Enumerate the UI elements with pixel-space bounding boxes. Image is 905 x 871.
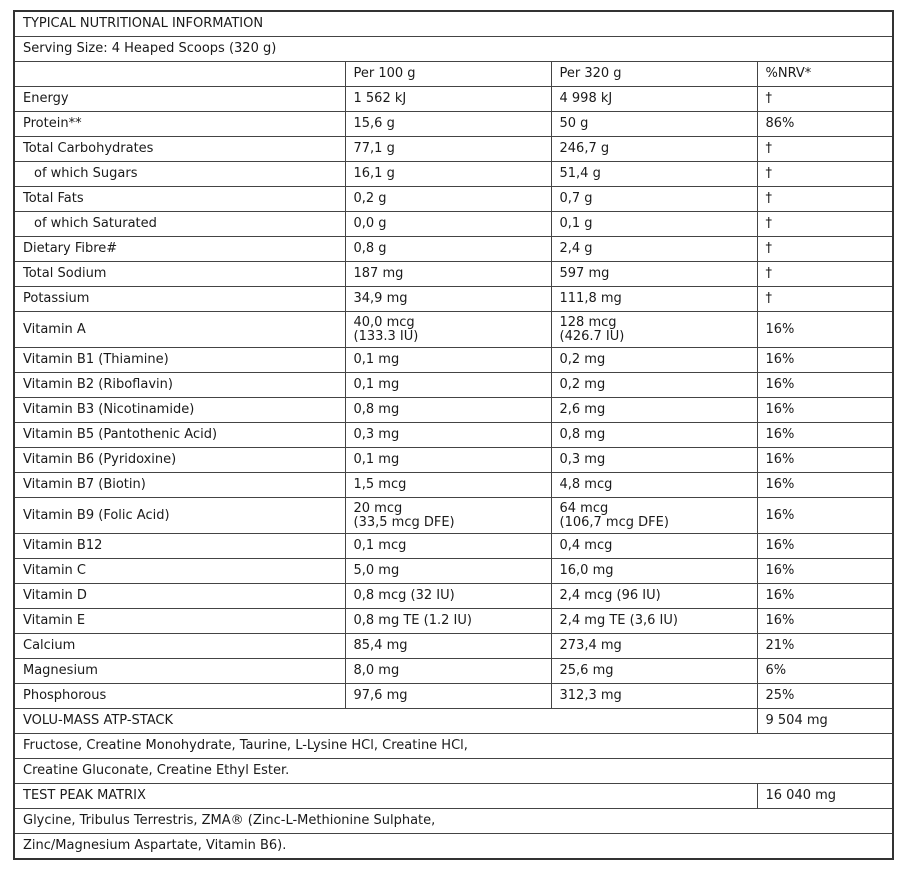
table-row [14, 137, 893, 162]
value-nrv: 86% [757, 112, 893, 137]
nutrient-name: Vitamin B1 (Thiamine) [14, 348, 345, 373]
value-per-320g: 0,7 g [551, 187, 757, 212]
value-nrv: 16% [757, 584, 893, 609]
nutrient-name: Dietary Fibre# [14, 237, 345, 262]
table-row [14, 373, 893, 398]
value-per-100g: 1,5 mcg [345, 473, 551, 498]
value-per-100g: 0,3 mg [345, 423, 551, 448]
value-per-100g: 0,1 mg [345, 373, 551, 398]
value-per-320g [551, 312, 757, 348]
blend-ingredients: Fructose, Creatine Monohydrate, Taurine, L-Lysine HCl, Creatine HCl, [14, 734, 893, 759]
value-per-320g: 597 mg [551, 262, 757, 287]
nutrient-name: of which Sugars [14, 162, 345, 187]
value-nrv: 16% [757, 312, 893, 348]
nutrient-name: Vitamin C [14, 559, 345, 584]
nutrition-table [13, 10, 894, 860]
value-per-100g-sub: (33,5 mcg DFE) [353, 514, 455, 530]
value-per-100g: 77,1 g [345, 137, 551, 162]
nutrient-name: Total Carbohydrates [14, 137, 345, 162]
value-per-100g: 0,8 g [345, 237, 551, 262]
table-row [14, 262, 893, 287]
header-nutrient [14, 62, 345, 87]
value-per-100g-main: 40,0 mcg [353, 314, 415, 330]
nutrient-name: Vitamin B2 (Riboflavin) [14, 373, 345, 398]
table-row [14, 162, 893, 187]
value-per-320g: 2,4 g [551, 237, 757, 262]
header-nrv: %NRV* [757, 62, 893, 87]
blend-header-row [14, 709, 893, 734]
blend-name: VOLU-MASS ATP-STACK [14, 709, 757, 734]
value-per-320g: 4,8 mcg [551, 473, 757, 498]
value-per-100g: 8,0 mg [345, 659, 551, 684]
nutrient-name: Vitamin B5 (Pantothenic Acid) [14, 423, 345, 448]
table-row [14, 423, 893, 448]
nutrient-name: Vitamin B6 (Pyridoxine) [14, 448, 345, 473]
value-nrv: 16% [757, 534, 893, 559]
value-per-320g: 2,4 mg TE (3,6 IU) [551, 609, 757, 634]
value-per-100g: 0,1 mg [345, 348, 551, 373]
value-per-320g: 2,4 mcg (96 IU) [551, 584, 757, 609]
nutrient-name: Vitamin A [14, 312, 345, 348]
value-per-320g: 16,0 mg [551, 559, 757, 584]
nutrient-name: Phosphorous [14, 684, 345, 709]
value-nrv: 16% [757, 398, 893, 423]
blend-name: TEST PEAK MATRIX [14, 784, 757, 809]
value-per-100g: 5,0 mg [345, 559, 551, 584]
value-per-100g: 97,6 mg [345, 684, 551, 709]
value-per-320g: 0,4 mcg [551, 534, 757, 559]
value-per-100g: 0,1 mcg [345, 534, 551, 559]
value-per-320g-main: 64 mcg [559, 500, 609, 516]
table-row [14, 684, 893, 709]
value-nrv: † [757, 212, 893, 237]
value-per-320g: 25,6 mg [551, 659, 757, 684]
nutrient-name: Magnesium [14, 659, 345, 684]
blend-ingredients-row [14, 834, 893, 860]
value-nrv: † [757, 87, 893, 112]
value-per-320g: 0,1 g [551, 212, 757, 237]
nutrient-name: Potassium [14, 287, 345, 312]
value-nrv: 16% [757, 373, 893, 398]
nutrient-name: Vitamin B7 (Biotin) [14, 473, 345, 498]
title-row [14, 11, 893, 37]
blend-ingredients: Glycine, Tribulus Terrestris, ZMA® (Zinc-L-Methionine Sulphate, [14, 809, 893, 834]
value-per-100g [345, 498, 551, 534]
table-row [14, 559, 893, 584]
header-per-320g: Per 320 g [551, 62, 757, 87]
value-per-320g: 273,4 mg [551, 634, 757, 659]
value-nrv: † [757, 187, 893, 212]
value-per-100g: 0,8 mcg (32 IU) [345, 584, 551, 609]
blend-ingredients-row [14, 759, 893, 784]
table-row [14, 398, 893, 423]
value-nrv: † [757, 137, 893, 162]
blend-ingredients: Zinc/Magnesium Aspartate, Vitamin B6). [14, 834, 893, 860]
blend-amount: 9 504 mg [757, 709, 893, 734]
value-per-320g: 51,4 g [551, 162, 757, 187]
value-nrv: 16% [757, 348, 893, 373]
value-nrv: 16% [757, 423, 893, 448]
value-per-320g: 2,6 mg [551, 398, 757, 423]
table-row [14, 348, 893, 373]
blend-ingredients-row [14, 734, 893, 759]
nutrition-panel [13, 10, 892, 860]
nutrient-name: Vitamin D [14, 584, 345, 609]
header-row [14, 62, 893, 87]
value-per-100g [345, 312, 551, 348]
nutrient-name: Vitamin B12 [14, 534, 345, 559]
nutrient-name: Total Sodium [14, 262, 345, 287]
value-per-100g: 0,1 mg [345, 448, 551, 473]
serving-row [14, 37, 893, 62]
value-per-100g: 0,8 mg TE (1.2 IU) [345, 609, 551, 634]
value-per-100g: 1 562 kJ [345, 87, 551, 112]
value-nrv: 16% [757, 448, 893, 473]
table-row [14, 112, 893, 137]
value-per-320g-main: 128 mcg [559, 314, 617, 330]
value-per-320g-sub: (426.7 IU) [559, 328, 625, 344]
value-nrv: 16% [757, 473, 893, 498]
nutrient-name: Protein** [14, 112, 345, 137]
header-per-100g: Per 100 g [345, 62, 551, 87]
nutrient-name: Total Fats [14, 187, 345, 212]
blend-ingredients-row [14, 809, 893, 834]
value-per-100g: 85,4 mg [345, 634, 551, 659]
nutrient-name: Energy [14, 87, 345, 112]
value-per-100g: 0,0 g [345, 212, 551, 237]
value-per-320g: 0,2 mg [551, 348, 757, 373]
value-nrv: 16% [757, 609, 893, 634]
table-row [14, 534, 893, 559]
nutrition-table-body [14, 11, 893, 859]
value-nrv: 6% [757, 659, 893, 684]
value-per-320g: 0,3 mg [551, 448, 757, 473]
table-row [14, 584, 893, 609]
table-row [14, 634, 893, 659]
table-row [14, 498, 893, 534]
table-row [14, 609, 893, 634]
value-nrv: 25% [757, 684, 893, 709]
value-nrv: 16% [757, 559, 893, 584]
table-row [14, 87, 893, 112]
value-nrv: † [757, 237, 893, 262]
value-per-100g: 16,1 g [345, 162, 551, 187]
nutrient-name: of which Saturated [14, 212, 345, 237]
nutrient-name: Vitamin B9 (Folic Acid) [14, 498, 345, 534]
value-per-320g: 312,3 mg [551, 684, 757, 709]
value-per-100g-sub: (133.3 IU) [353, 328, 419, 344]
value-per-320g: 50 g [551, 112, 757, 137]
value-per-320g [551, 498, 757, 534]
value-per-320g: 111,8 mg [551, 287, 757, 312]
nutrient-name: Vitamin B3 (Nicotinamide) [14, 398, 345, 423]
value-nrv: † [757, 162, 893, 187]
value-per-100g: 0,2 g [345, 187, 551, 212]
serving-size: Serving Size: 4 Heaped Scoops (320 g) [14, 37, 893, 62]
table-row [14, 312, 893, 348]
table-row [14, 448, 893, 473]
value-per-100g: 187 mg [345, 262, 551, 287]
value-per-100g: 0,8 mg [345, 398, 551, 423]
nutrient-name: Vitamin E [14, 609, 345, 634]
value-per-100g: 15,6 g [345, 112, 551, 137]
table-row [14, 473, 893, 498]
value-per-320g: 246,7 g [551, 137, 757, 162]
value-per-320g-sub: (106,7 mcg DFE) [559, 514, 669, 530]
value-per-100g: 34,9 mg [345, 287, 551, 312]
blend-amount: 16 040 mg [757, 784, 893, 809]
table-row [14, 237, 893, 262]
blend-header-row [14, 784, 893, 809]
table-row [14, 212, 893, 237]
value-nrv: † [757, 287, 893, 312]
value-per-320g: 4 998 kJ [551, 87, 757, 112]
value-nrv: 16% [757, 498, 893, 534]
value-nrv: † [757, 262, 893, 287]
table-row [14, 287, 893, 312]
value-per-320g: 0,8 mg [551, 423, 757, 448]
blend-ingredients: Creatine Gluconate, Creatine Ethyl Ester. [14, 759, 893, 784]
value-per-320g: 0,2 mg [551, 373, 757, 398]
table-row [14, 659, 893, 684]
table-row [14, 187, 893, 212]
nutrient-name: Calcium [14, 634, 345, 659]
table-title: TYPICAL NUTRITIONAL INFORMATION [14, 11, 893, 37]
value-nrv: 21% [757, 634, 893, 659]
value-per-100g-main: 20 mcg [353, 500, 403, 516]
